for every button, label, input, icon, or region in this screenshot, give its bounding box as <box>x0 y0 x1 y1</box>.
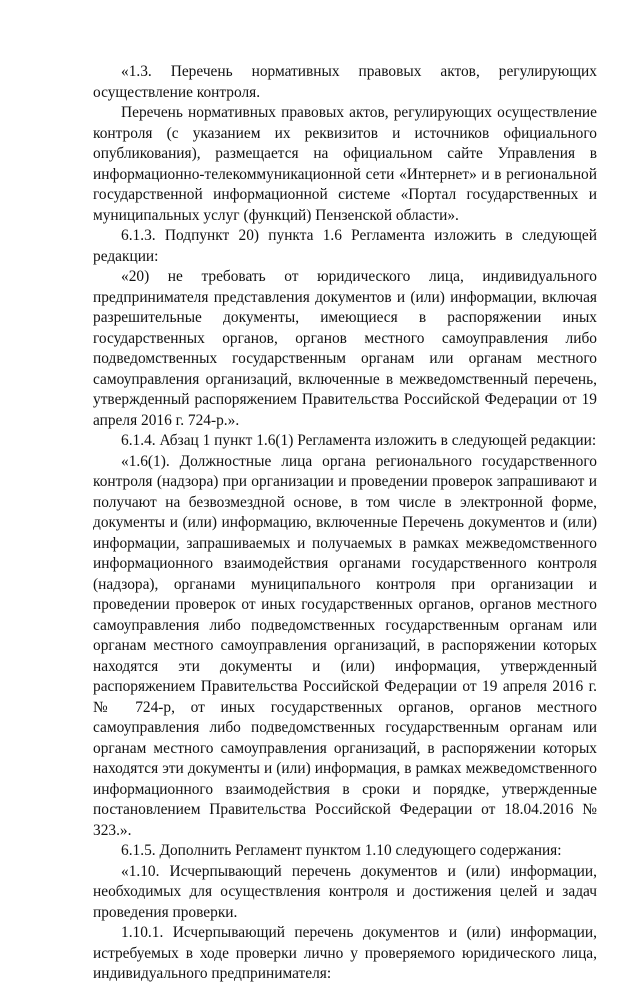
paragraph-subpoint-20: «20) не требовать от юридического лица, индивидуального предпринимателя представления документов и (или) информации, включая разрешительные документы, имеющиеся в распоряжении иных государственных органов, органов местного самоуправления либо подведомственных государственным органам или органам местного самоуправления организаций, включенные в межведомственный перечень, утвержденный распоряжением Правительства Российской Федерации от 19 апреля 2016 г. 724-р.». <box>93 268 597 429</box>
paragraph-1-3-body: Перечень нормативных правовых актов, регулирующих осуществление контроля (с указанием их реквизитов и источников официального опубликования), размещается на официальном сайте Управления в информационно-телекоммуникационной сети «Интернет» и в региональной государственной информационной системе «Портал государственных и муниципальных услуг (функций) Пензенской области». <box>93 104 597 224</box>
paragraph-1-3-heading: «1.3. Перечень нормативных правовых актов, регулирующих осуществление контроля. <box>93 63 597 101</box>
paragraph-6-1-4: 6.1.4. Абзац 1 пункт 1.6(1) Регламента изложить в следующей редакции: <box>121 432 597 449</box>
document-page <box>93 62 597 985</box>
paragraph-6-1-5: 6.1.5. Дополнить Регламент пунктом 1.10 следующего содержания: <box>121 842 562 859</box>
paragraph-6-1-3: 6.1.3. Подпункт 20) пункта 1.6 Регламента изложить в следующей редакции: <box>93 227 597 265</box>
paragraph-1-10-1: 1.10.1. Исчерпывающий перечень документов и (или) информации, истребуемых в ходе проверки лично у проверяемого юридического лица, индивидуального предпринимателя: <box>93 924 597 982</box>
paragraph-1-6-1: «1.6(1). Должностные лица органа регионального государственного контроля (надзора) при организации и проведении проверок запрашивают и получают на безвозмездной основе, в том числе в электронной форме, документы и (или) информацию, включенные Перечень документов и (или) информации, запрашиваемых и получаемых в рамках межведомственного информационного взаимодействия органами государственного контроля (надзора), органами муниципального контроля при организации и проведении проверок от иных государственных органов, органов местного самоуправления либо подведомственных государственным органам или органам местного самоуправления организаций, в распоряжении которых находятся эти документы и (или) информация, утвержденный распоряжением Правительства Российской Федерации от 19 апреля 2016 г. № 724-р, от иных государственных органов, органов местного самоуправления либо подведомственных государственным органам или органам местного самоуправления организаций, в распоряжении которых находятся эти документы и (или) информация, в рамках межведомственного информационного взаимодействия в сроки и порядке, утвержденные постановлением Правительства Российской Федерации от 18.04.2016 № 323.». <box>93 452 597 839</box>
paragraph-1-10: «1.10. Исчерпывающий перечень документов и (или) информации, необходимых для осуществления контроля и достижения целей и задач проведения проверки. <box>93 862 597 921</box>
